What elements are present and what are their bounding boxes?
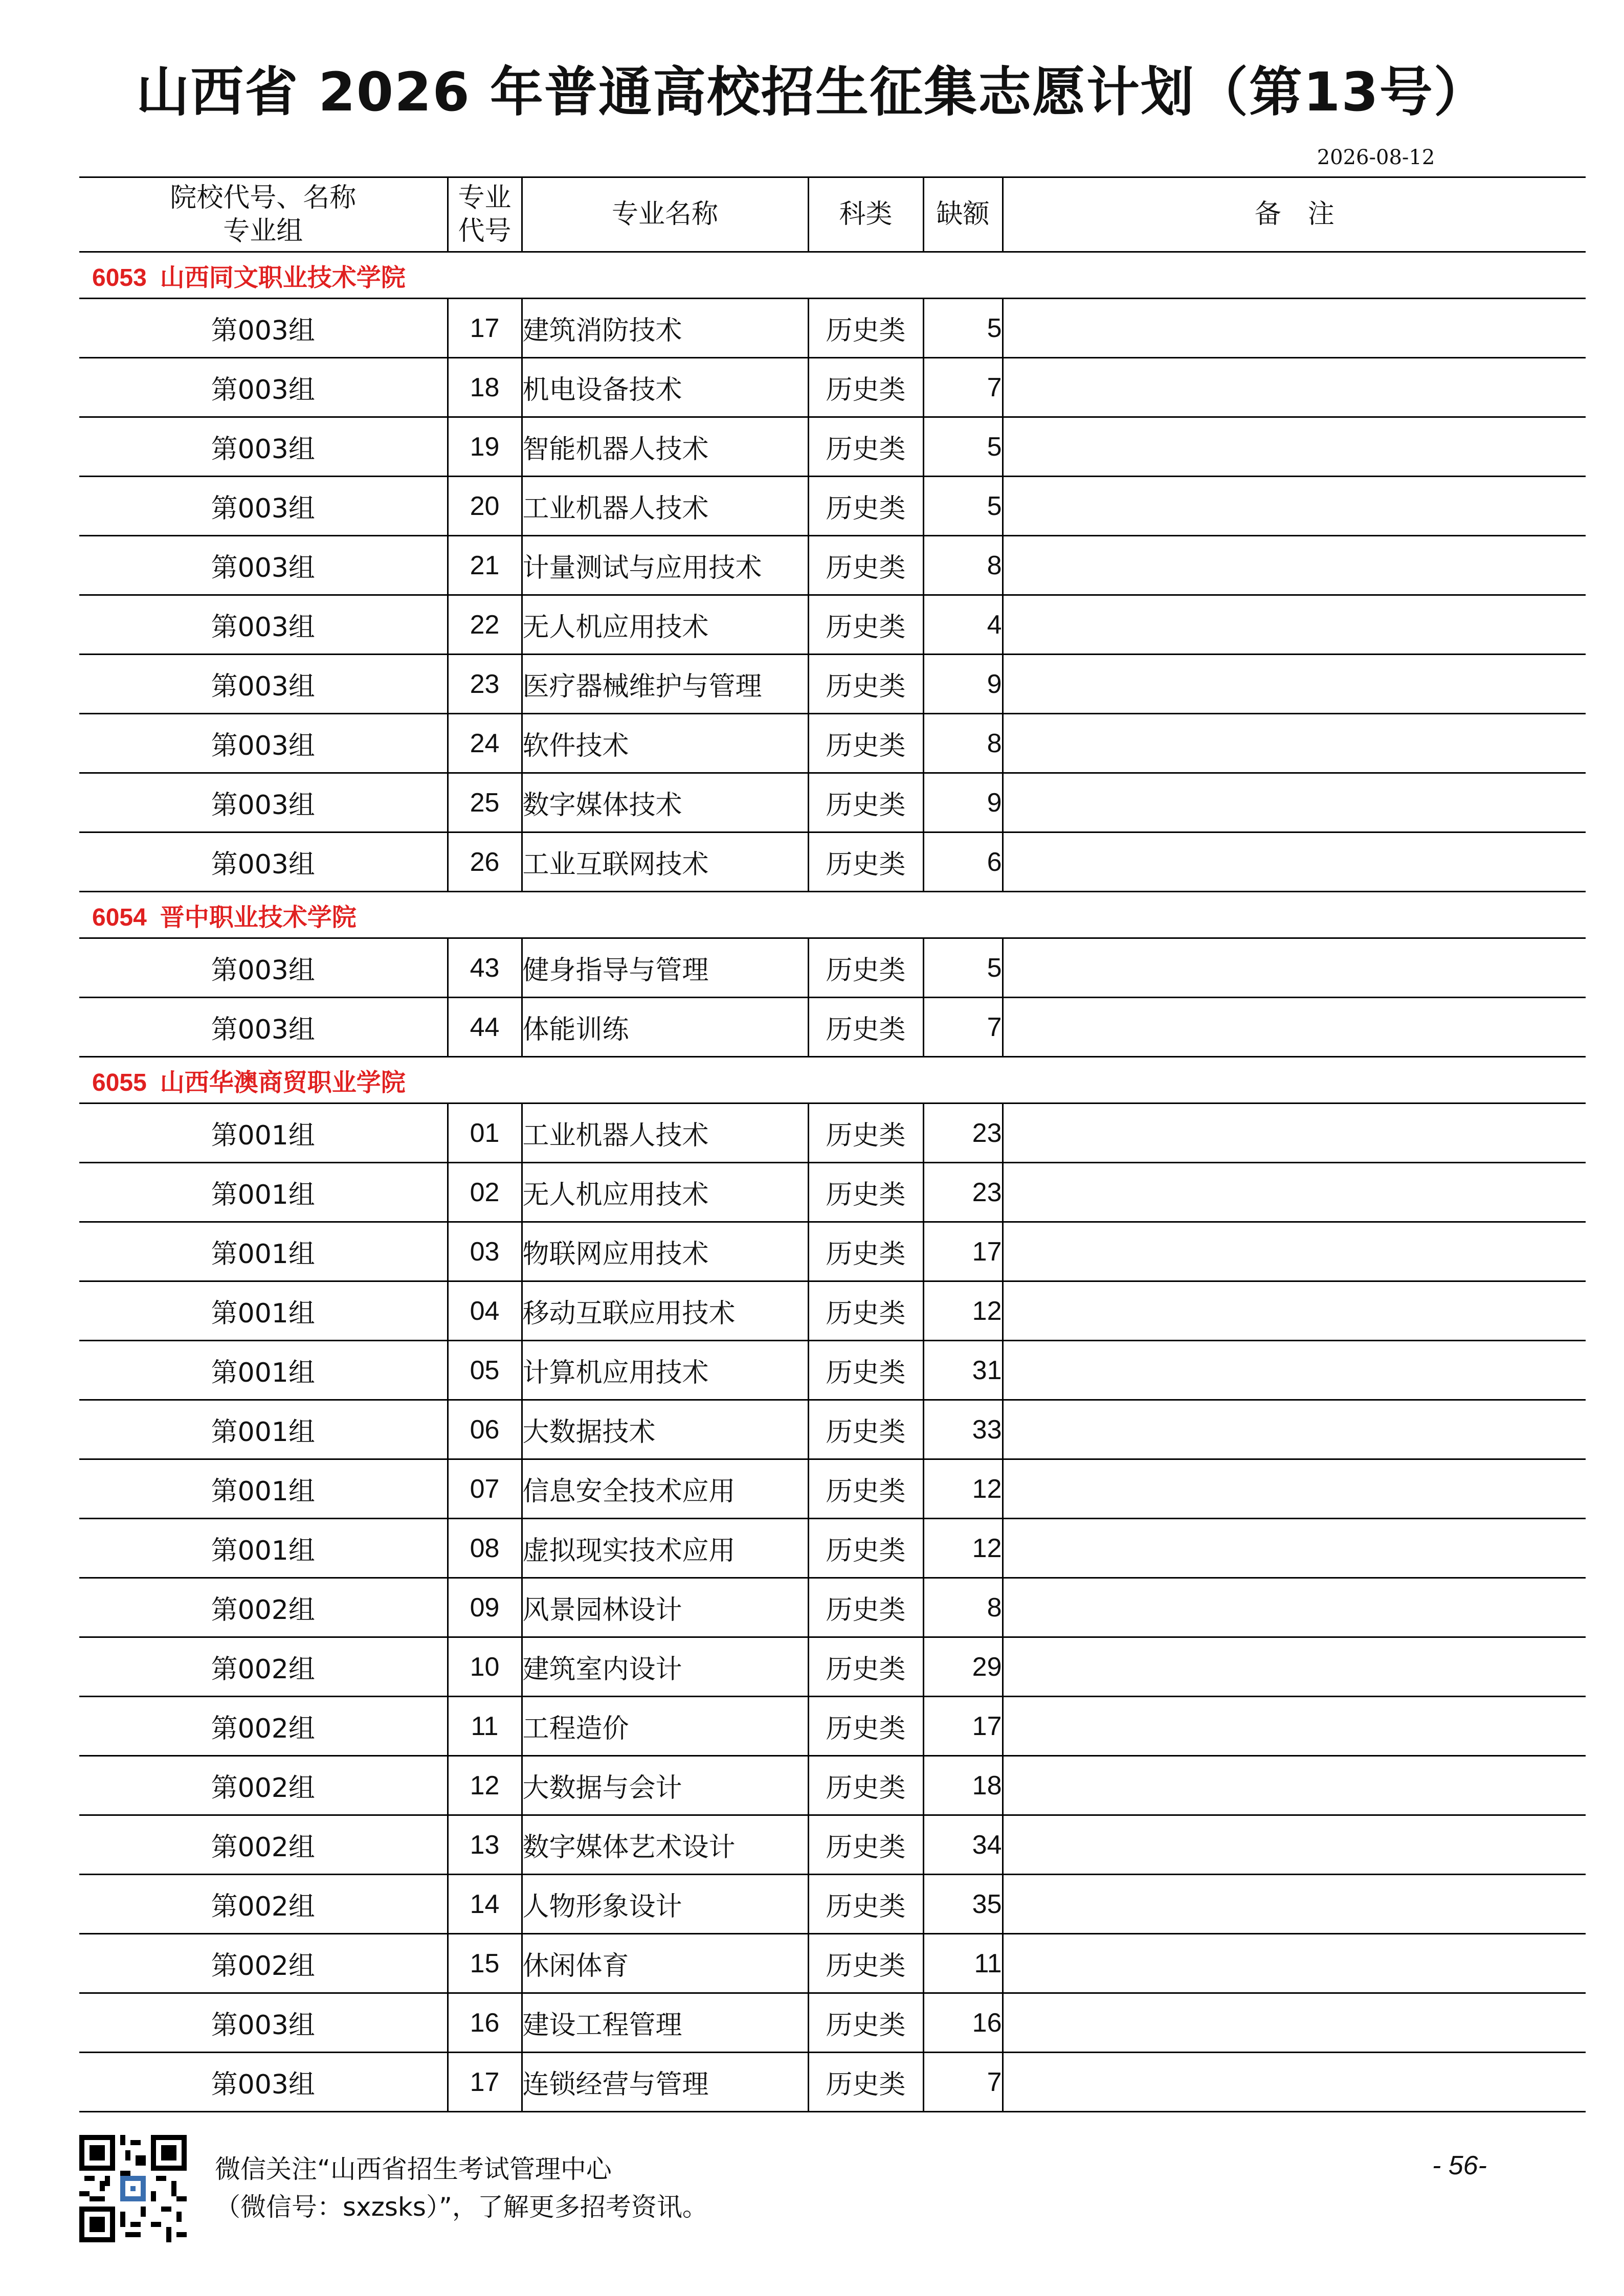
quota-cell: 8 <box>923 714 1003 773</box>
header-major-code: 专业 代号 <box>448 177 522 252</box>
major-name-cell: 健身指导与管理 <box>522 938 808 998</box>
major-name-cell: 无人机应用技术 <box>522 595 808 655</box>
note-cell <box>1003 655 1586 714</box>
major-code-cell: 13 <box>448 1815 522 1875</box>
major-name-cell: 计量测试与应用技术 <box>522 536 808 595</box>
category-cell: 历史类 <box>808 938 923 998</box>
group-cell: 第003组 <box>79 358 448 417</box>
group-cell: 第003组 <box>79 2053 448 2112</box>
category-cell: 历史类 <box>808 358 923 417</box>
quota-cell: 16 <box>923 1993 1003 2053</box>
school-header-cell <box>79 252 1586 299</box>
note-cell <box>1003 832 1586 892</box>
page-number: - 56- <box>1432 2151 1487 2180</box>
group-cell: 第001组 <box>79 1104 448 1163</box>
table-row <box>79 938 1586 998</box>
major-code-cell: 14 <box>448 1875 522 1934</box>
group-cell: 第001组 <box>79 1341 448 1400</box>
major-name-cell: 虚拟现实技术应用 <box>522 1519 808 1578</box>
quota-cell: 9 <box>923 773 1003 832</box>
major-code-cell: 01 <box>448 1104 522 1163</box>
group-cell: 第003组 <box>79 832 448 892</box>
quota-cell: 7 <box>923 358 1003 417</box>
category-cell: 历史类 <box>808 1459 923 1519</box>
note-cell <box>1003 1519 1586 1578</box>
note-cell <box>1003 1104 1586 1163</box>
group-cell: 第003组 <box>79 477 448 536</box>
header-quota: 缺额 <box>923 177 1003 252</box>
major-code-cell: 03 <box>448 1222 522 1281</box>
table-row <box>79 1341 1586 1400</box>
major-code-cell: 17 <box>448 2053 522 2112</box>
major-name-cell: 数字媒体艺术设计 <box>522 1815 808 1875</box>
table-row <box>79 1697 1586 1756</box>
note-cell <box>1003 1637 1586 1697</box>
header-group: 院校代号、名称 专业组 <box>79 177 448 252</box>
group-cell: 第002组 <box>79 1934 448 1993</box>
quota-cell: 18 <box>923 1756 1003 1815</box>
group-cell: 第003组 <box>79 536 448 595</box>
major-code-cell: 18 <box>448 358 522 417</box>
note-cell <box>1003 1341 1586 1400</box>
table-row <box>79 1875 1586 1934</box>
category-cell: 历史类 <box>808 1519 923 1578</box>
group-cell: 第002组 <box>79 1815 448 1875</box>
header-major-name: 专业名称 <box>522 177 808 252</box>
major-code-cell: 23 <box>448 655 522 714</box>
wechat-qr-code <box>79 2135 187 2242</box>
category-cell: 历史类 <box>808 1341 923 1400</box>
school-name: 晋中职业技术学院 <box>160 903 357 932</box>
category-cell: 历史类 <box>808 714 923 773</box>
major-code-cell: 17 <box>448 299 522 358</box>
footer-wechat-notice <box>215 2150 708 2226</box>
school-code: 6055 <box>92 1069 147 1096</box>
major-name-cell: 工业互联网技术 <box>522 832 808 892</box>
note-cell <box>1003 1993 1586 2053</box>
enrollment-plan-table <box>79 176 1586 2112</box>
quota-cell: 33 <box>923 1400 1003 1459</box>
quota-cell: 12 <box>923 1459 1003 1519</box>
major-name-cell: 体能训练 <box>522 998 808 1057</box>
note-cell <box>1003 714 1586 773</box>
group-cell: 第003组 <box>79 655 448 714</box>
major-code-cell: 02 <box>448 1163 522 1222</box>
note-cell <box>1003 773 1586 832</box>
category-cell: 历史类 <box>808 1875 923 1934</box>
major-code-cell: 20 <box>448 477 522 536</box>
table-row <box>79 1222 1586 1281</box>
group-cell: 第002组 <box>79 1875 448 1934</box>
table-row <box>79 773 1586 832</box>
category-cell: 历史类 <box>808 998 923 1057</box>
note-cell <box>1003 1934 1586 1993</box>
group-cell: 第003组 <box>79 1993 448 2053</box>
note-cell <box>1003 938 1586 998</box>
category-cell: 历史类 <box>808 1934 923 1993</box>
page-title: 山西省 2026 年普通高校招生征集志愿计划（第13号） <box>136 61 1488 123</box>
major-name-cell: 信息安全技术应用 <box>522 1459 808 1519</box>
table-row <box>79 1104 1586 1163</box>
quota-cell: 7 <box>923 2053 1003 2112</box>
group-cell: 第003组 <box>79 938 448 998</box>
table-body <box>79 177 1586 2112</box>
note-cell <box>1003 595 1586 655</box>
quota-cell: 23 <box>923 1104 1003 1163</box>
quota-cell: 29 <box>923 1637 1003 1697</box>
school-header-row <box>79 1057 1586 1104</box>
category-cell: 历史类 <box>808 1400 923 1459</box>
quota-cell: 17 <box>923 1222 1003 1281</box>
table-row <box>79 417 1586 477</box>
group-cell: 第001组 <box>79 1163 448 1222</box>
major-name-cell: 移动互联应用技术 <box>522 1281 808 1341</box>
table-row <box>79 595 1586 655</box>
table-row <box>79 832 1586 892</box>
table-row <box>79 2053 1586 2112</box>
group-cell: 第003组 <box>79 595 448 655</box>
group-cell: 第002组 <box>79 1578 448 1637</box>
table-row <box>79 299 1586 358</box>
quota-cell: 11 <box>923 1934 1003 1993</box>
table-row <box>79 1578 1586 1637</box>
quota-cell: 5 <box>923 417 1003 477</box>
table-row <box>79 536 1586 595</box>
school-name: 山西华澳商贸职业学院 <box>160 1068 406 1097</box>
category-cell: 历史类 <box>808 1697 923 1756</box>
category-cell: 历史类 <box>808 595 923 655</box>
major-code-cell: 07 <box>448 1459 522 1519</box>
group-cell: 第003组 <box>79 998 448 1057</box>
major-code-cell: 21 <box>448 536 522 595</box>
major-name-cell: 建筑消防技术 <box>522 299 808 358</box>
major-code-cell: 44 <box>448 998 522 1057</box>
category-cell: 历史类 <box>808 1756 923 1815</box>
category-cell: 历史类 <box>808 299 923 358</box>
category-cell: 历史类 <box>808 655 923 714</box>
quota-cell: 6 <box>923 832 1003 892</box>
major-name-cell: 智能机器人技术 <box>522 417 808 477</box>
major-code-cell: 43 <box>448 938 522 998</box>
quota-cell: 5 <box>923 299 1003 358</box>
category-cell: 历史类 <box>808 477 923 536</box>
major-code-cell: 22 <box>448 595 522 655</box>
major-code-cell: 08 <box>448 1519 522 1578</box>
major-name-cell: 数字媒体技术 <box>522 773 808 832</box>
note-cell <box>1003 1281 1586 1341</box>
table-row <box>79 1163 1586 1222</box>
table-header-row <box>79 177 1586 252</box>
school-header-row <box>79 252 1586 299</box>
note-cell <box>1003 299 1586 358</box>
school-code: 6053 <box>92 264 147 291</box>
major-name-cell: 无人机应用技术 <box>522 1163 808 1222</box>
note-cell <box>1003 1697 1586 1756</box>
major-name-cell: 连锁经营与管理 <box>522 2053 808 2112</box>
group-cell: 第003组 <box>79 299 448 358</box>
group-cell: 第001组 <box>79 1400 448 1459</box>
major-code-cell: 12 <box>448 1756 522 1815</box>
note-cell <box>1003 1875 1586 1934</box>
major-name-cell: 医疗器械维护与管理 <box>522 655 808 714</box>
major-code-cell: 15 <box>448 1934 522 1993</box>
school-header-cell <box>79 1057 1586 1104</box>
major-code-cell: 10 <box>448 1637 522 1697</box>
major-name-cell: 风景园林设计 <box>522 1578 808 1637</box>
table-row <box>79 1756 1586 1815</box>
major-name-cell: 物联网应用技术 <box>522 1222 808 1281</box>
major-name-cell: 工业机器人技术 <box>522 477 808 536</box>
footer-line-2: （微信号：sxzsks）”，了解更多招考资讯。 <box>215 2192 708 2222</box>
group-cell: 第001组 <box>79 1459 448 1519</box>
major-name-cell: 建筑室内设计 <box>522 1637 808 1697</box>
note-cell <box>1003 477 1586 536</box>
group-cell: 第002组 <box>79 1697 448 1756</box>
school-header-cell <box>79 892 1586 938</box>
group-cell: 第002组 <box>79 1756 448 1815</box>
major-code-cell: 19 <box>448 417 522 477</box>
table-row <box>79 1993 1586 2053</box>
category-cell: 历史类 <box>808 536 923 595</box>
category-cell: 历史类 <box>808 1104 923 1163</box>
note-cell <box>1003 2053 1586 2112</box>
major-code-cell: 25 <box>448 773 522 832</box>
group-cell: 第002组 <box>79 1637 448 1697</box>
major-name-cell: 计算机应用技术 <box>522 1341 808 1400</box>
school-header-row <box>79 892 1586 938</box>
major-name-cell: 建设工程管理 <box>522 1993 808 2053</box>
group-cell: 第003组 <box>79 773 448 832</box>
major-name-cell: 休闲体育 <box>522 1934 808 1993</box>
major-code-cell: 11 <box>448 1697 522 1756</box>
category-cell: 历史类 <box>808 1637 923 1697</box>
school-code: 6054 <box>92 904 147 931</box>
quota-cell: 17 <box>923 1697 1003 1756</box>
table-row <box>79 714 1586 773</box>
quota-cell: 5 <box>923 938 1003 998</box>
table-row <box>79 477 1586 536</box>
major-code-cell: 05 <box>448 1341 522 1400</box>
table-row <box>79 655 1586 714</box>
note-cell <box>1003 1163 1586 1222</box>
table-row <box>79 1459 1586 1519</box>
group-cell: 第001组 <box>79 1281 448 1341</box>
major-name-cell: 机电设备技术 <box>522 358 808 417</box>
quota-cell: 8 <box>923 1578 1003 1637</box>
table-row <box>79 1400 1586 1459</box>
group-cell: 第001组 <box>79 1519 448 1578</box>
category-cell: 历史类 <box>808 1163 923 1222</box>
table-row <box>79 998 1586 1057</box>
note-cell <box>1003 1756 1586 1815</box>
category-cell: 历史类 <box>808 773 923 832</box>
quota-cell: 7 <box>923 998 1003 1057</box>
note-cell <box>1003 1815 1586 1875</box>
note-cell <box>1003 417 1586 477</box>
publish-date: 2026-08-12 <box>1317 146 1435 169</box>
quota-cell: 34 <box>923 1815 1003 1875</box>
quota-cell: 9 <box>923 655 1003 714</box>
major-code-cell: 04 <box>448 1281 522 1341</box>
category-cell: 历史类 <box>808 2053 923 2112</box>
quota-cell: 31 <box>923 1341 1003 1400</box>
major-name-cell: 人物形象设计 <box>522 1875 808 1934</box>
header-category: 科类 <box>808 177 923 252</box>
category-cell: 历史类 <box>808 1993 923 2053</box>
header-note: 备 注 <box>1003 177 1586 252</box>
table-row <box>79 1934 1586 1993</box>
quota-cell: 12 <box>923 1519 1003 1578</box>
category-cell: 历史类 <box>808 1815 923 1875</box>
note-cell <box>1003 1578 1586 1637</box>
category-cell: 历史类 <box>808 417 923 477</box>
group-cell: 第001组 <box>79 1222 448 1281</box>
major-code-cell: 26 <box>448 832 522 892</box>
note-cell <box>1003 358 1586 417</box>
category-cell: 历史类 <box>808 1222 923 1281</box>
footer-line-1: 微信关注“山西省招生考试管理中心 <box>215 2154 612 2184</box>
note-cell <box>1003 1222 1586 1281</box>
quota-cell: 23 <box>923 1163 1003 1222</box>
note-cell <box>1003 1459 1586 1519</box>
quota-cell: 12 <box>923 1281 1003 1341</box>
major-name-cell: 工业机器人技术 <box>522 1104 808 1163</box>
category-cell: 历史类 <box>808 1578 923 1637</box>
table-row <box>79 1815 1586 1875</box>
category-cell: 历史类 <box>808 1281 923 1341</box>
quota-cell: 5 <box>923 477 1003 536</box>
major-code-cell: 24 <box>448 714 522 773</box>
table-row <box>79 1281 1586 1341</box>
major-name-cell: 软件技术 <box>522 714 808 773</box>
major-code-cell: 09 <box>448 1578 522 1637</box>
major-code-cell: 06 <box>448 1400 522 1459</box>
school-name: 山西同文职业技术学院 <box>160 263 406 292</box>
category-cell: 历史类 <box>808 832 923 892</box>
note-cell <box>1003 998 1586 1057</box>
major-name-cell: 大数据与会计 <box>522 1756 808 1815</box>
major-name-cell: 工程造价 <box>522 1697 808 1756</box>
major-code-cell: 16 <box>448 1993 522 2053</box>
group-cell: 第003组 <box>79 714 448 773</box>
quota-cell: 35 <box>923 1875 1003 1934</box>
table-row <box>79 1637 1586 1697</box>
group-cell: 第003组 <box>79 417 448 477</box>
quota-cell: 8 <box>923 536 1003 595</box>
table-row <box>79 1519 1586 1578</box>
note-cell <box>1003 536 1586 595</box>
major-name-cell: 大数据技术 <box>522 1400 808 1459</box>
note-cell <box>1003 1400 1586 1459</box>
quota-cell: 4 <box>923 595 1003 655</box>
table-row <box>79 358 1586 417</box>
